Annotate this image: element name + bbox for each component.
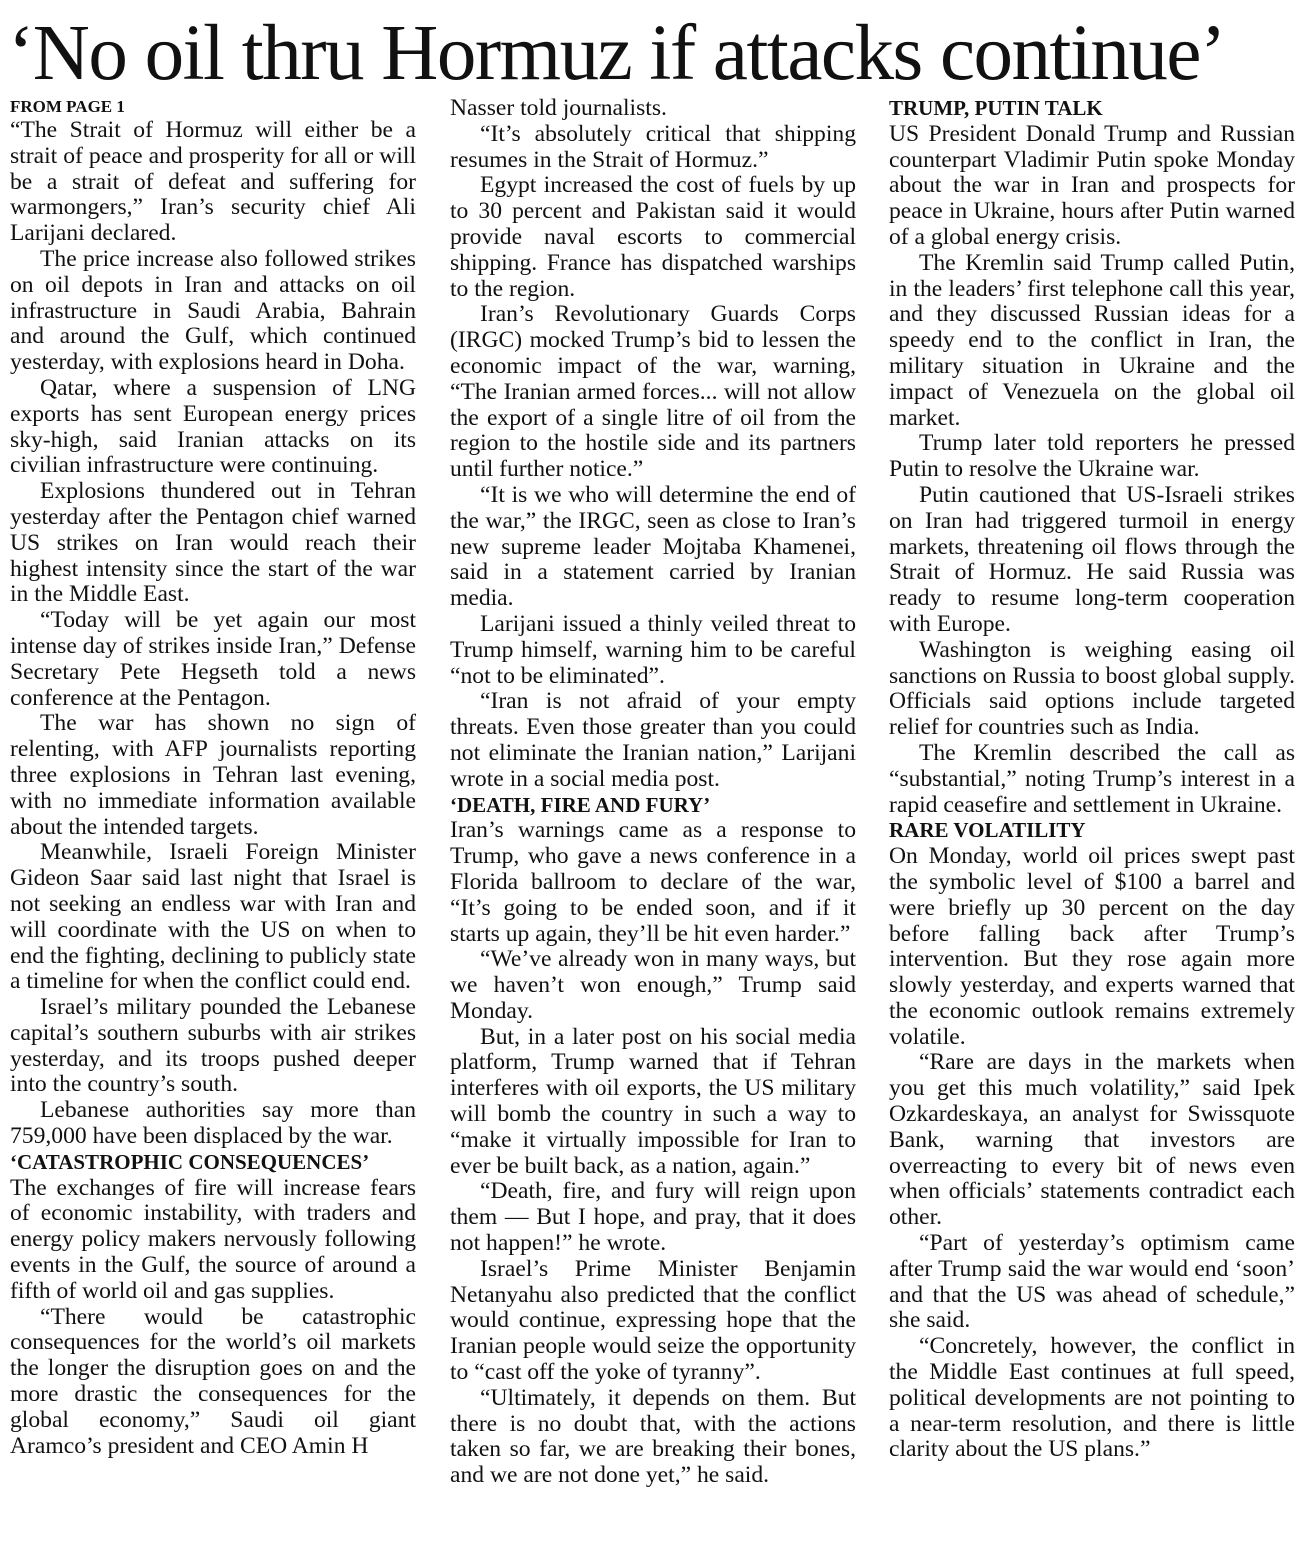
paragraph: Egypt increased the cost of fuels by up to 30 percent and Pakistan said it would provide naval escorts to commercial shipping. France has dispatched warships to the region. bbox=[450, 172, 856, 302]
paragraph: “The Strait of Hormuz will either be a strait of peace and prosperity for all or will be a strait of defeat and suffering for warmongers,” Iran’s security chief Ali Larijani declared. bbox=[10, 117, 416, 247]
subheading-rare-volatility: RARE VOLATILITY bbox=[889, 818, 1086, 843]
paragraph: “Part of yesterday’s optimism came after Trump said the war would end ‘soon’ and that the US was ahead of schedule,” she said. bbox=[889, 1230, 1295, 1334]
paragraph: Israel’s military pounded the Lebanese capital’s southern suburbs with air strikes yesterday, and its troops pushed deeper into the country’s south. bbox=[10, 994, 416, 1098]
paragraph: Washington is weighing easing oil sanctions on Russia to boost global supply. Officials said options include targeted relief for countries such as India. bbox=[889, 636, 1295, 741]
subheading-catastrophic: ‘CATASTROPHIC CONSEQUENCES’ bbox=[10, 1149, 370, 1174]
paragraph: “It is we who will determine the end of the war,” the IRGC, seen as close to Iran’s new supreme leader Mojtaba Khamenei, said in a statement carried by Iranian media. bbox=[450, 481, 856, 612]
paragraph: The exchanges of fire will increase fears of economic instability, with traders and energy policy makers nervously following events in the Gulf, the source of around a fifth of world oil and gas supplies. bbox=[10, 1174, 416, 1304]
paragraph: “Iran is not afraid of your empty threats. Even those greater than you could not eliminate the Iranian nation,” Larijani wrote in a social media post. bbox=[450, 688, 856, 792]
headline: ‘No oil thru Hormuz if attacks continue’ bbox=[8, 10, 1225, 97]
subheading-trump-putin: TRUMP, PUTIN TALK bbox=[889, 96, 1103, 120]
article-column-2 bbox=[450, 96, 856, 1562]
paragraph: Israel’s Prime Minister Benjamin Netanyahu also predicted that the conflict would continue, expressing hope that the Iranian people would seize the opportunity to “cast off the yoke of tyranny”. bbox=[450, 1255, 856, 1386]
subheading-death-fire-fury: ‘DEATH, FIRE AND FURY’ bbox=[450, 792, 711, 817]
paragraph: Qatar, where a suspension of LNG exports has sent European energy prices sky-high, said Iranian attacks on its civilian infrastructure were continuing. bbox=[10, 374, 416, 479]
paragraph: “Rare are days in the markets when you get this much volatility,” said Ipek Ozkardeskaya, an analyst for Swissquote Bank, warning that investors are overreacting to every bit of news even when officials’ statements contradict each other. bbox=[889, 1049, 1295, 1231]
from-page-label: FROM PAGE 1 bbox=[10, 97, 125, 116]
paragraph: The Kremlin described the call as “substantial,” noting Trump’s interest in a rapid ceasefire and settlement in Ukraine. bbox=[889, 739, 1295, 818]
paragraph: But, in a later post on his social media platform, Trump warned that if Tehran interferes with oil exports, the US military will bomb the country in such a way to “make it virtually impossible for Iran to ever be built back, as a nation, again.” bbox=[450, 1023, 856, 1179]
paragraph: “We’ve already won in many ways, but we haven’t won enough,” Trump said Monday. bbox=[450, 946, 856, 1024]
paragraph: “Concretely, however, the conflict in the Middle East continues at full speed, political developments are not pointing to a near-term resolution, and there is little clarity about the US plans.” bbox=[889, 1333, 1295, 1463]
paragraph: The Kremlin said Trump called Putin, in the leaders’ first telephone call this year, and they discussed Russian ideas for a speedy end to the conflict in Iran, the military situation in Ukraine and the impact of Venezuela on the global oil market. bbox=[889, 249, 1295, 431]
paragraph: Iran’s Revolutionary Guards Corps (IRGC) mocked Trump’s bid to lessen the economic impact of the war, warning, “The Iranian armed forces... will not allow the export of a single litre of oil from the region to the hostile side and its partners until further notice.” bbox=[450, 301, 856, 483]
paragraph: Larijani issued a thinly veiled threat to Trump himself, warning him to be careful “not to be eliminated”. bbox=[450, 610, 856, 689]
paragraph: Explosions thundered out in Tehran yesterday after the Pentagon chief warned US strikes on Iran would reach their highest intensity since the start of the war in the Middle East. bbox=[10, 478, 416, 608]
paragraph: “Ultimately, it depends on them. But there is no doubt that, with the actions taken so far, we are breaking their bones, and we are not done yet,” he said. bbox=[450, 1384, 856, 1489]
article-column-3 bbox=[889, 96, 1295, 1562]
paragraph: “Death, fire, and fury will reign upon them — But I hope, and pray, that it does not happen!” he wrote. bbox=[450, 1178, 856, 1257]
paragraph: On Monday, world oil prices swept past the symbolic level of $100 a barrel and were briefly up 30 percent on the day before falling back after Trump’s intervention. But they rose again more slowly yesterday, and experts warned that the economic outlook remains extremely volatile. bbox=[889, 843, 1295, 1050]
paragraph: “Today will be yet again our most intense day of strikes inside Iran,” Defense Secretary Pete Hegseth told a news conference at the Pentagon. bbox=[10, 607, 416, 711]
paragraph: Lebanese authorities say more than 759,000 have been displaced by the war. bbox=[10, 1097, 416, 1150]
paragraph: “It’s absolutely critical that shipping resumes in the Strait of Hormuz.” bbox=[450, 120, 856, 173]
paragraph: Meanwhile, Israeli Foreign Minister Gideon Saar said last night that Israel is not seeking an endless war with Iran and will coordinate with the US on when to end the fighting, declining to publicly state a timeline for when the conflict could end. bbox=[10, 839, 416, 995]
paragraph: Nasser told journalists. bbox=[450, 96, 667, 121]
paragraph: Putin cautioned that US-Israeli strikes on Iran had triggered turmoil in energy markets, threatening oil flows through the Strait of Hormuz. He said Russia was ready to resume long-term cooperation with Europe. bbox=[889, 481, 1295, 637]
paragraph: Iran’s warnings came as a response to Trump, who gave a news conference in a Florida ballroom to declare of the war, “It’s going to be ended soon, and if it starts up again, they’ll be hit even harder.” bbox=[450, 817, 856, 947]
paragraph: “There would be catastrophic consequences for the world’s oil markets the longer the disruption goes on and the more drastic the consequences for the global economy,” Saudi oil giant Aramco’s president and CEO Amin H bbox=[10, 1303, 416, 1459]
paragraph: Trump later told reporters he pressed Putin to resolve the Ukraine war. bbox=[889, 430, 1295, 483]
paragraph: The price increase also followed strikes on oil depots in Iran and attacks on oil infrastructure in Saudi Arabia, Bahrain and around the Gulf, which continued yesterday, with explosions heard in Doha. bbox=[10, 245, 416, 376]
paragraph: The war has shown no sign of relenting, with AFP journalists reporting three explosions in Tehran last evening, with no immediate information available about the intended targets. bbox=[10, 710, 416, 840]
article-column-1 bbox=[10, 96, 416, 1562]
paragraph: US President Donald Trump and Russian counterpart Vladimir Putin spoke Monday about the war in Iran and prospects for peace in Ukraine, hours after Putin warned of a global energy crisis. bbox=[889, 120, 1295, 250]
